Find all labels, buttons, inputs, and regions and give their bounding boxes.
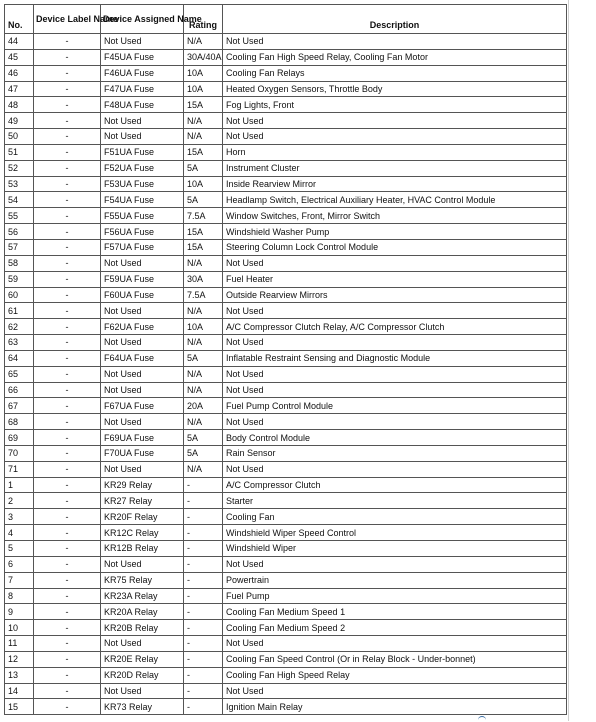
cell-device-label: - xyxy=(34,414,101,430)
cell-device-assigned: KR20B Relay xyxy=(101,620,184,636)
cell-no: 46 xyxy=(5,65,34,81)
cell-no: 47 xyxy=(5,81,34,97)
cell-no: 5 xyxy=(5,541,34,557)
cell-no: 55 xyxy=(5,208,34,224)
cell-rating: 7.5A xyxy=(184,287,223,303)
cell-no: 62 xyxy=(5,319,34,335)
table-row xyxy=(5,208,567,224)
cell-device-label: - xyxy=(34,208,101,224)
cell-rating: - xyxy=(184,620,223,636)
cell-device-assigned: F52UA Fuse xyxy=(101,160,184,176)
cell-rating: N/A xyxy=(184,366,223,382)
cell-description: Ignition Main Relay xyxy=(223,699,567,715)
table-row xyxy=(5,303,567,319)
cell-description: Fuel Heater xyxy=(223,271,567,287)
cell-rating: 30A xyxy=(184,271,223,287)
cell-rating: N/A xyxy=(184,129,223,145)
cell-description: Horn xyxy=(223,144,567,160)
table-row xyxy=(5,445,567,461)
table-row xyxy=(5,509,567,525)
cell-no: 4 xyxy=(5,525,34,541)
cell-device-label: - xyxy=(34,113,101,129)
cell-description: Cooling Fan Speed Control (Or in Relay Block - Under-bonnet) xyxy=(223,651,567,667)
table-row xyxy=(5,541,567,557)
cell-device-assigned: F67UA Fuse xyxy=(101,398,184,414)
cell-device-label: - xyxy=(34,192,101,208)
table-row xyxy=(5,350,567,366)
cell-rating: - xyxy=(184,541,223,557)
cell-device-label: - xyxy=(34,65,101,81)
cell-description: Fuel Pump Control Module xyxy=(223,398,567,414)
cell-no: 54 xyxy=(5,192,34,208)
cell-device-label: - xyxy=(34,335,101,351)
cell-device-assigned: Not Used xyxy=(101,255,184,271)
cell-no: 1 xyxy=(5,477,34,493)
cell-description: Cooling Fan Medium Speed 2 xyxy=(223,620,567,636)
cell-device-label: - xyxy=(34,287,101,303)
cell-device-label: - xyxy=(34,81,101,97)
cell-device-assigned: KR12B Relay xyxy=(101,541,184,557)
cell-rating: - xyxy=(184,683,223,699)
cell-description: Not Used xyxy=(223,34,567,50)
cell-rating: - xyxy=(184,651,223,667)
cell-no: 59 xyxy=(5,271,34,287)
cell-rating: 10A xyxy=(184,65,223,81)
cell-device-assigned: Not Used xyxy=(101,636,184,652)
fuse-table-page xyxy=(4,4,566,717)
cell-description: Not Used xyxy=(223,129,567,145)
cell-no: 11 xyxy=(5,636,34,652)
cell-device-label: - xyxy=(34,255,101,271)
cell-description: Outside Rearview Mirrors xyxy=(223,287,567,303)
cell-no: 9 xyxy=(5,604,34,620)
table-row xyxy=(5,192,567,208)
cell-device-assigned: F57UA Fuse xyxy=(101,239,184,255)
cell-device-assigned: F56UA Fuse xyxy=(101,224,184,240)
table-row xyxy=(5,319,567,335)
table-row xyxy=(5,667,567,683)
scroll-indicator-icon xyxy=(478,716,486,722)
header-no: No. xyxy=(5,5,34,34)
cell-device-label: - xyxy=(34,636,101,652)
cell-device-label: - xyxy=(34,699,101,715)
table-row xyxy=(5,636,567,652)
table-row xyxy=(5,144,567,160)
cell-rating: N/A xyxy=(184,461,223,477)
table-row xyxy=(5,255,567,271)
cell-no: 53 xyxy=(5,176,34,192)
table-row xyxy=(5,239,567,255)
cell-no: 48 xyxy=(5,97,34,113)
cell-no: 13 xyxy=(5,667,34,683)
cell-device-label: - xyxy=(34,667,101,683)
cell-device-assigned: KR29 Relay xyxy=(101,477,184,493)
cell-device-assigned: F55UA Fuse xyxy=(101,208,184,224)
cell-description: Cooling Fan High Speed Relay xyxy=(223,667,567,683)
cell-rating: - xyxy=(184,525,223,541)
cell-description: Fog Lights, Front xyxy=(223,97,567,113)
cell-rating: - xyxy=(184,667,223,683)
table-header xyxy=(5,5,567,34)
cell-description: Instrument Cluster xyxy=(223,160,567,176)
cell-rating: 5A xyxy=(184,350,223,366)
cell-description: Cooling Fan Relays xyxy=(223,65,567,81)
cell-device-assigned: F46UA Fuse xyxy=(101,65,184,81)
cell-no: 64 xyxy=(5,350,34,366)
cell-rating: N/A xyxy=(184,335,223,351)
table-row xyxy=(5,683,567,699)
cell-no: 3 xyxy=(5,509,34,525)
cell-no: 69 xyxy=(5,430,34,446)
cell-rating: N/A xyxy=(184,113,223,129)
table-row xyxy=(5,97,567,113)
cell-device-label: - xyxy=(34,398,101,414)
cell-description: Not Used xyxy=(223,636,567,652)
header-rating: Rating xyxy=(184,5,223,34)
header-description: Description xyxy=(223,5,567,34)
cell-description: Cooling Fan Medium Speed 1 xyxy=(223,604,567,620)
cell-rating: - xyxy=(184,556,223,572)
table-row xyxy=(5,651,567,667)
cell-device-assigned: Not Used xyxy=(101,414,184,430)
cell-rating: 15A xyxy=(184,239,223,255)
cell-rating: - xyxy=(184,493,223,509)
cell-description: A/C Compressor Clutch Relay, A/C Compressor Clutch xyxy=(223,319,567,335)
cell-device-label: - xyxy=(34,556,101,572)
table-row xyxy=(5,572,567,588)
cell-description: Not Used xyxy=(223,414,567,430)
cell-device-label: - xyxy=(34,509,101,525)
cell-device-label: - xyxy=(34,620,101,636)
table-row xyxy=(5,493,567,509)
cell-no: 50 xyxy=(5,129,34,145)
table-row xyxy=(5,129,567,145)
cell-no: 52 xyxy=(5,160,34,176)
cell-device-assigned: Not Used xyxy=(101,129,184,145)
cell-device-assigned: Not Used xyxy=(101,113,184,129)
table-row xyxy=(5,477,567,493)
cell-no: 57 xyxy=(5,239,34,255)
cell-no: 61 xyxy=(5,303,34,319)
cell-device-label: - xyxy=(34,683,101,699)
cell-rating: - xyxy=(184,699,223,715)
cell-rating: 7.5A xyxy=(184,208,223,224)
cell-description: Not Used xyxy=(223,683,567,699)
cell-device-assigned: KR20A Relay xyxy=(101,604,184,620)
cell-description: Not Used xyxy=(223,382,567,398)
cell-device-label: - xyxy=(34,34,101,50)
cell-device-label: - xyxy=(34,525,101,541)
cell-device-label: - xyxy=(34,303,101,319)
cell-description: Body Control Module xyxy=(223,430,567,446)
cell-no: 45 xyxy=(5,49,34,65)
cell-device-label: - xyxy=(34,129,101,145)
cell-description: Cooling Fan High Speed Relay, Cooling Fan Motor xyxy=(223,49,567,65)
cell-no: 65 xyxy=(5,366,34,382)
cell-description: Powertrain xyxy=(223,572,567,588)
cell-no: 44 xyxy=(5,34,34,50)
table-row xyxy=(5,81,567,97)
cell-device-label: - xyxy=(34,176,101,192)
cell-no: 56 xyxy=(5,224,34,240)
cell-no: 66 xyxy=(5,382,34,398)
cell-device-label: - xyxy=(34,477,101,493)
cell-device-label: - xyxy=(34,430,101,446)
cell-device-label: - xyxy=(34,572,101,588)
page-edge-divider xyxy=(568,0,569,721)
cell-no: 8 xyxy=(5,588,34,604)
cell-description: Headlamp Switch, Electrical Auxiliary Heater, HVAC Control Module xyxy=(223,192,567,208)
table-row xyxy=(5,49,567,65)
table-body xyxy=(5,34,567,715)
fuse-relay-table xyxy=(4,4,567,715)
cell-description: Fuel Pump xyxy=(223,588,567,604)
cell-device-label: - xyxy=(34,160,101,176)
cell-no: 12 xyxy=(5,651,34,667)
cell-device-assigned: F59UA Fuse xyxy=(101,271,184,287)
table-row xyxy=(5,398,567,414)
table-row xyxy=(5,65,567,81)
table-row xyxy=(5,699,567,715)
cell-device-assigned: F70UA Fuse xyxy=(101,445,184,461)
cell-description: Heated Oxygen Sensors, Throttle Body xyxy=(223,81,567,97)
cell-device-assigned: KR12C Relay xyxy=(101,525,184,541)
cell-no: 60 xyxy=(5,287,34,303)
cell-device-assigned: KR75 Relay xyxy=(101,572,184,588)
cell-device-assigned: Not Used xyxy=(101,366,184,382)
table-row xyxy=(5,271,567,287)
cell-device-assigned: KR23A Relay xyxy=(101,588,184,604)
cell-rating: 5A xyxy=(184,160,223,176)
cell-rating: 10A xyxy=(184,176,223,192)
cell-device-label: - xyxy=(34,445,101,461)
cell-no: 63 xyxy=(5,335,34,351)
cell-description: Window Switches, Front, Mirror Switch xyxy=(223,208,567,224)
table-row xyxy=(5,430,567,446)
cell-no: 2 xyxy=(5,493,34,509)
table-row xyxy=(5,224,567,240)
cell-device-assigned: F64UA Fuse xyxy=(101,350,184,366)
cell-device-assigned: Not Used xyxy=(101,34,184,50)
cell-rating: N/A xyxy=(184,414,223,430)
cell-device-label: - xyxy=(34,461,101,477)
cell-description: Windshield Wiper xyxy=(223,541,567,557)
cell-device-assigned: Not Used xyxy=(101,556,184,572)
cell-device-assigned: F54UA Fuse xyxy=(101,192,184,208)
cell-device-assigned: F47UA Fuse xyxy=(101,81,184,97)
cell-device-assigned: F53UA Fuse xyxy=(101,176,184,192)
cell-device-label: - xyxy=(34,97,101,113)
cell-description: Not Used xyxy=(223,556,567,572)
cell-rating: - xyxy=(184,509,223,525)
cell-device-label: - xyxy=(34,651,101,667)
cell-rating: 15A xyxy=(184,144,223,160)
cell-rating: 5A xyxy=(184,192,223,208)
cell-rating: 10A xyxy=(184,319,223,335)
table-row xyxy=(5,556,567,572)
cell-rating: N/A xyxy=(184,382,223,398)
cell-device-label: - xyxy=(34,382,101,398)
cell-device-assigned: F48UA Fuse xyxy=(101,97,184,113)
cell-description: Not Used xyxy=(223,113,567,129)
table-row xyxy=(5,366,567,382)
cell-device-label: - xyxy=(34,350,101,366)
cell-rating: N/A xyxy=(184,34,223,50)
cell-device-assigned: F51UA Fuse xyxy=(101,144,184,160)
cell-description: Steering Column Lock Control Module xyxy=(223,239,567,255)
cell-device-label: - xyxy=(34,271,101,287)
cell-device-assigned: KR20D Relay xyxy=(101,667,184,683)
cell-description: Rain Sensor xyxy=(223,445,567,461)
cell-device-assigned: F69UA Fuse xyxy=(101,430,184,446)
cell-no: 58 xyxy=(5,255,34,271)
table-row xyxy=(5,287,567,303)
cell-device-label: - xyxy=(34,604,101,620)
cell-rating: 20A xyxy=(184,398,223,414)
cell-device-label: - xyxy=(34,319,101,335)
cell-device-label: - xyxy=(34,144,101,160)
cell-no: 68 xyxy=(5,414,34,430)
cell-no: 7 xyxy=(5,572,34,588)
cell-device-assigned: KR27 Relay xyxy=(101,493,184,509)
cell-device-assigned: F62UA Fuse xyxy=(101,319,184,335)
table-row xyxy=(5,588,567,604)
cell-device-assigned: KR20F Relay xyxy=(101,509,184,525)
cell-no: 6 xyxy=(5,556,34,572)
table-row xyxy=(5,620,567,636)
cell-rating: - xyxy=(184,572,223,588)
cell-description: Not Used xyxy=(223,366,567,382)
cell-rating: - xyxy=(184,604,223,620)
cell-device-assigned: F45UA Fuse xyxy=(101,49,184,65)
cell-rating: N/A xyxy=(184,303,223,319)
cell-rating: 15A xyxy=(184,224,223,240)
cell-description: Inside Rearview Mirror xyxy=(223,176,567,192)
cell-device-assigned: Not Used xyxy=(101,382,184,398)
cell-description: Starter xyxy=(223,493,567,509)
cell-device-assigned: Not Used xyxy=(101,461,184,477)
cell-no: 15 xyxy=(5,699,34,715)
table-row xyxy=(5,160,567,176)
cell-no: 70 xyxy=(5,445,34,461)
cell-device-label: - xyxy=(34,588,101,604)
cell-rating: 10A xyxy=(184,81,223,97)
cell-no: 49 xyxy=(5,113,34,129)
cell-device-assigned: KR73 Relay xyxy=(101,699,184,715)
cell-device-assigned: Not Used xyxy=(101,683,184,699)
cell-description: Cooling Fan xyxy=(223,509,567,525)
header-device-label-name: Device Label Name xyxy=(34,5,101,34)
table-row xyxy=(5,604,567,620)
cell-device-label: - xyxy=(34,541,101,557)
cell-no: 51 xyxy=(5,144,34,160)
cell-description: Not Used xyxy=(223,461,567,477)
cell-rating: N/A xyxy=(184,255,223,271)
cell-device-assigned: Not Used xyxy=(101,335,184,351)
cell-rating: 5A xyxy=(184,430,223,446)
cell-device-assigned: KR20E Relay xyxy=(101,651,184,667)
cell-device-label: - xyxy=(34,366,101,382)
cell-rating: 30A/40A xyxy=(184,49,223,65)
cell-description: Windshield Washer Pump xyxy=(223,224,567,240)
cell-description: Inflatable Restraint Sensing and Diagnostic Module xyxy=(223,350,567,366)
cell-no: 10 xyxy=(5,620,34,636)
table-row xyxy=(5,525,567,541)
cell-rating: 5A xyxy=(184,445,223,461)
cell-device-label: - xyxy=(34,224,101,240)
cell-description: Not Used xyxy=(223,303,567,319)
cell-description: A/C Compressor Clutch xyxy=(223,477,567,493)
cell-rating: - xyxy=(184,636,223,652)
cell-no: 14 xyxy=(5,683,34,699)
cell-rating: - xyxy=(184,477,223,493)
cell-device-label: - xyxy=(34,49,101,65)
header-device-assigned-name: Device Assigned Name xyxy=(101,5,184,34)
table-row xyxy=(5,176,567,192)
cell-device-label: - xyxy=(34,239,101,255)
cell-no: 67 xyxy=(5,398,34,414)
table-row xyxy=(5,335,567,351)
cell-device-assigned: Not Used xyxy=(101,303,184,319)
table-row xyxy=(5,414,567,430)
cell-description: Not Used xyxy=(223,335,567,351)
table-row xyxy=(5,382,567,398)
cell-no: 71 xyxy=(5,461,34,477)
cell-description: Windshield Wiper Speed Control xyxy=(223,525,567,541)
table-row xyxy=(5,113,567,129)
cell-rating: - xyxy=(184,588,223,604)
table-row xyxy=(5,34,567,50)
table-row xyxy=(5,461,567,477)
cell-description: Not Used xyxy=(223,255,567,271)
cell-rating: 15A xyxy=(184,97,223,113)
cell-device-label: - xyxy=(34,493,101,509)
cell-device-assigned: F60UA Fuse xyxy=(101,287,184,303)
